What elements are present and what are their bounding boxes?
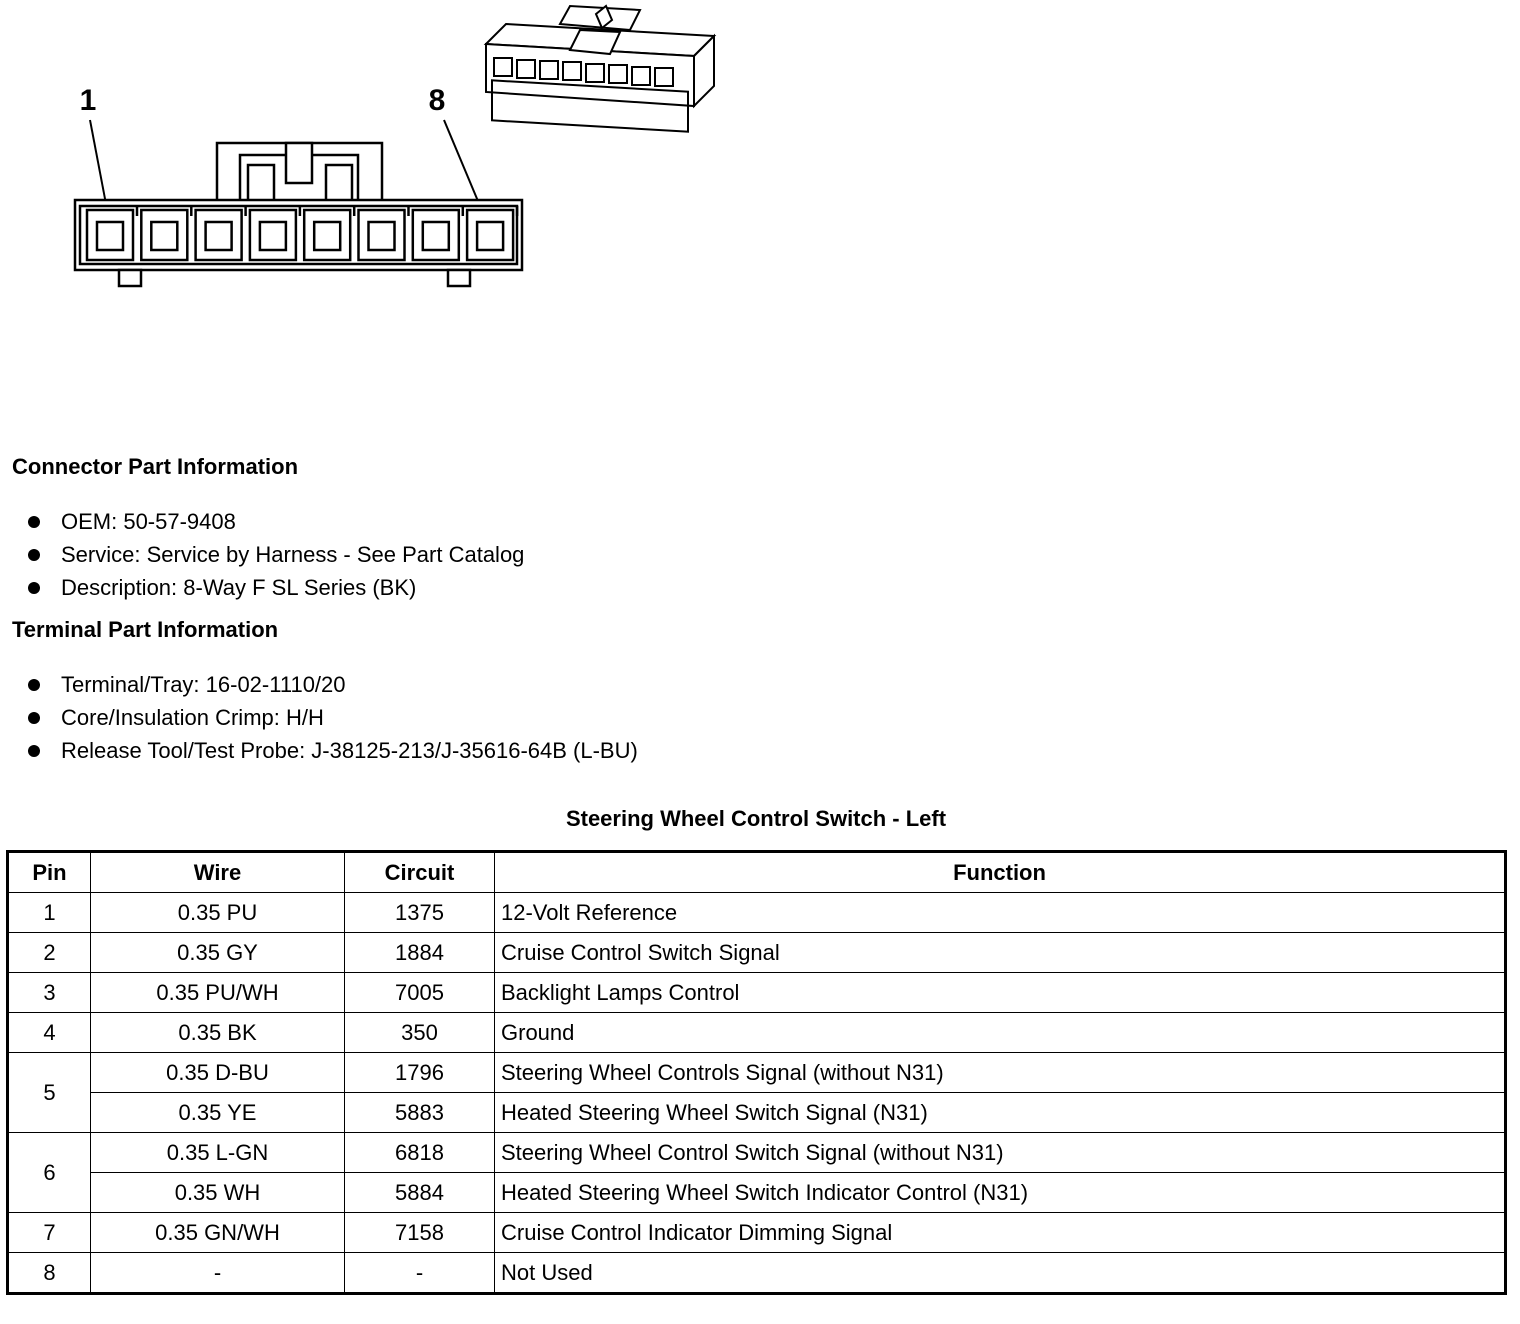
- table-row: [8, 1213, 1506, 1253]
- circuit-cell: -: [345, 1253, 495, 1294]
- connector-service: Service: Service by Harness - See Part Catalog: [61, 542, 525, 567]
- circuit-cell: 7158: [345, 1213, 495, 1253]
- pin-terminal-6: [369, 222, 395, 250]
- terminal-release-tool: Release Tool/Test Probe: J-38125-213/J-35616-64B (L-BU): [61, 738, 638, 763]
- connector-diagram: [0, 0, 760, 300]
- function-cell: Not Used: [495, 1253, 1506, 1294]
- bullet-icon: [28, 549, 40, 561]
- terminal-info-list: [28, 668, 638, 767]
- function-cell: 12-Volt Reference: [495, 893, 1506, 933]
- circuit-cell: 5884: [345, 1173, 495, 1213]
- bullet-icon: [28, 582, 40, 594]
- circuit-cell: 1884: [345, 933, 495, 973]
- wire-cell: -: [91, 1253, 345, 1294]
- pin-cell: 1: [8, 893, 91, 933]
- circuit-cell: 1375: [345, 893, 495, 933]
- circuit-cell: 1796: [345, 1053, 495, 1093]
- connector-oem: OEM: 50-57-9408: [61, 509, 236, 534]
- pin-cell: 4: [8, 1013, 91, 1053]
- table-row: [8, 1133, 1506, 1173]
- wire-cell: 0.35 PU/WH: [91, 973, 345, 1013]
- wire-cell: 0.35 PU: [91, 893, 345, 933]
- function-cell: Backlight Lamps Control: [495, 973, 1506, 1013]
- pin-label-1: 1: [79, 84, 97, 117]
- bullet-icon: [28, 745, 40, 757]
- function-cell: Cruise Control Switch Signal: [495, 933, 1506, 973]
- list-item: [28, 701, 638, 734]
- pin-cell: 2: [8, 933, 91, 973]
- pin-terminal-3: [206, 222, 232, 250]
- table-row: [8, 1253, 1506, 1294]
- terminal-crimp: Core/Insulation Crimp: H/H: [61, 705, 324, 730]
- circuit-cell: 7005: [345, 973, 495, 1013]
- wire-cell: 0.35 BK: [91, 1013, 345, 1053]
- wire-cell: 0.35 WH: [91, 1173, 345, 1213]
- pin-cell: 5: [8, 1053, 91, 1133]
- circuit-cell: 350: [345, 1013, 495, 1053]
- wire-cell: 0.35 L-GN: [91, 1133, 345, 1173]
- table-row: [8, 1053, 1506, 1093]
- bullet-icon: [28, 679, 40, 691]
- bullet-icon: [28, 712, 40, 724]
- connector-front-view: [75, 143, 522, 286]
- pinout-table: [6, 850, 1507, 1295]
- circuit-cell: 6818: [345, 1133, 495, 1173]
- bullet-icon: [28, 516, 40, 528]
- pin-terminal-8: [477, 222, 503, 250]
- pin-terminal-2: [151, 222, 177, 250]
- terminal-info-heading: Terminal Part Information: [12, 617, 279, 642]
- terminal-tray: Terminal/Tray: 16-02-1110/20: [61, 672, 346, 697]
- table-header-row: [8, 852, 1506, 893]
- function-cell: Heated Steering Wheel Switch Indicator Control (N31): [495, 1173, 1506, 1213]
- connector-info-heading: Connector Part Information: [12, 454, 299, 479]
- table-title: Steering Wheel Control Switch - Left: [565, 806, 947, 831]
- wire-cell: 0.35 GY: [91, 933, 345, 973]
- function-cell: Cruise Control Indicator Dimming Signal: [495, 1213, 1506, 1253]
- function-cell: Ground: [495, 1013, 1506, 1053]
- wire-cell: 0.35 YE: [91, 1093, 345, 1133]
- circuit-cell: 5883: [345, 1093, 495, 1133]
- pin-terminal-7: [423, 222, 449, 250]
- function-cell: Steering Wheel Controls Signal (without N31): [495, 1053, 1506, 1093]
- list-item: [28, 505, 524, 538]
- pin-cell: 7: [8, 1213, 91, 1253]
- function-cell: Heated Steering Wheel Switch Signal (N31): [495, 1093, 1506, 1133]
- list-item: [28, 734, 638, 767]
- list-item: [28, 538, 524, 571]
- table-row: [8, 973, 1506, 1013]
- column-header-function: Function: [495, 852, 1506, 893]
- connector-info-list: [28, 505, 524, 604]
- pin-terminal-4: [260, 222, 286, 250]
- table-row: [8, 1013, 1506, 1053]
- table-row: [8, 1173, 1506, 1213]
- column-header-pin: Pin: [8, 852, 91, 893]
- wire-cell: 0.35 D-BU: [91, 1053, 345, 1093]
- table-row: [8, 1093, 1506, 1133]
- connector-description: Description: 8-Way F SL Series (BK): [61, 575, 417, 600]
- column-header-circuit: Circuit: [345, 852, 495, 893]
- list-item: [28, 668, 638, 701]
- pin-cell: 6: [8, 1133, 91, 1213]
- pin-terminal-5: [314, 222, 340, 250]
- pin-cell: 8: [8, 1253, 91, 1294]
- function-cell: Steering Wheel Control Switch Signal (without N31): [495, 1133, 1506, 1173]
- pin-terminal-1: [97, 222, 123, 250]
- column-header-wire: Wire: [91, 852, 345, 893]
- pin-cell: 3: [8, 973, 91, 1013]
- table-row: [8, 933, 1506, 973]
- wire-cell: 0.35 GN/WH: [91, 1213, 345, 1253]
- connector-3d-illustration: [486, 6, 714, 132]
- table-row: [8, 893, 1506, 933]
- pin-label-8: 8: [428, 84, 446, 117]
- list-item: [28, 571, 524, 604]
